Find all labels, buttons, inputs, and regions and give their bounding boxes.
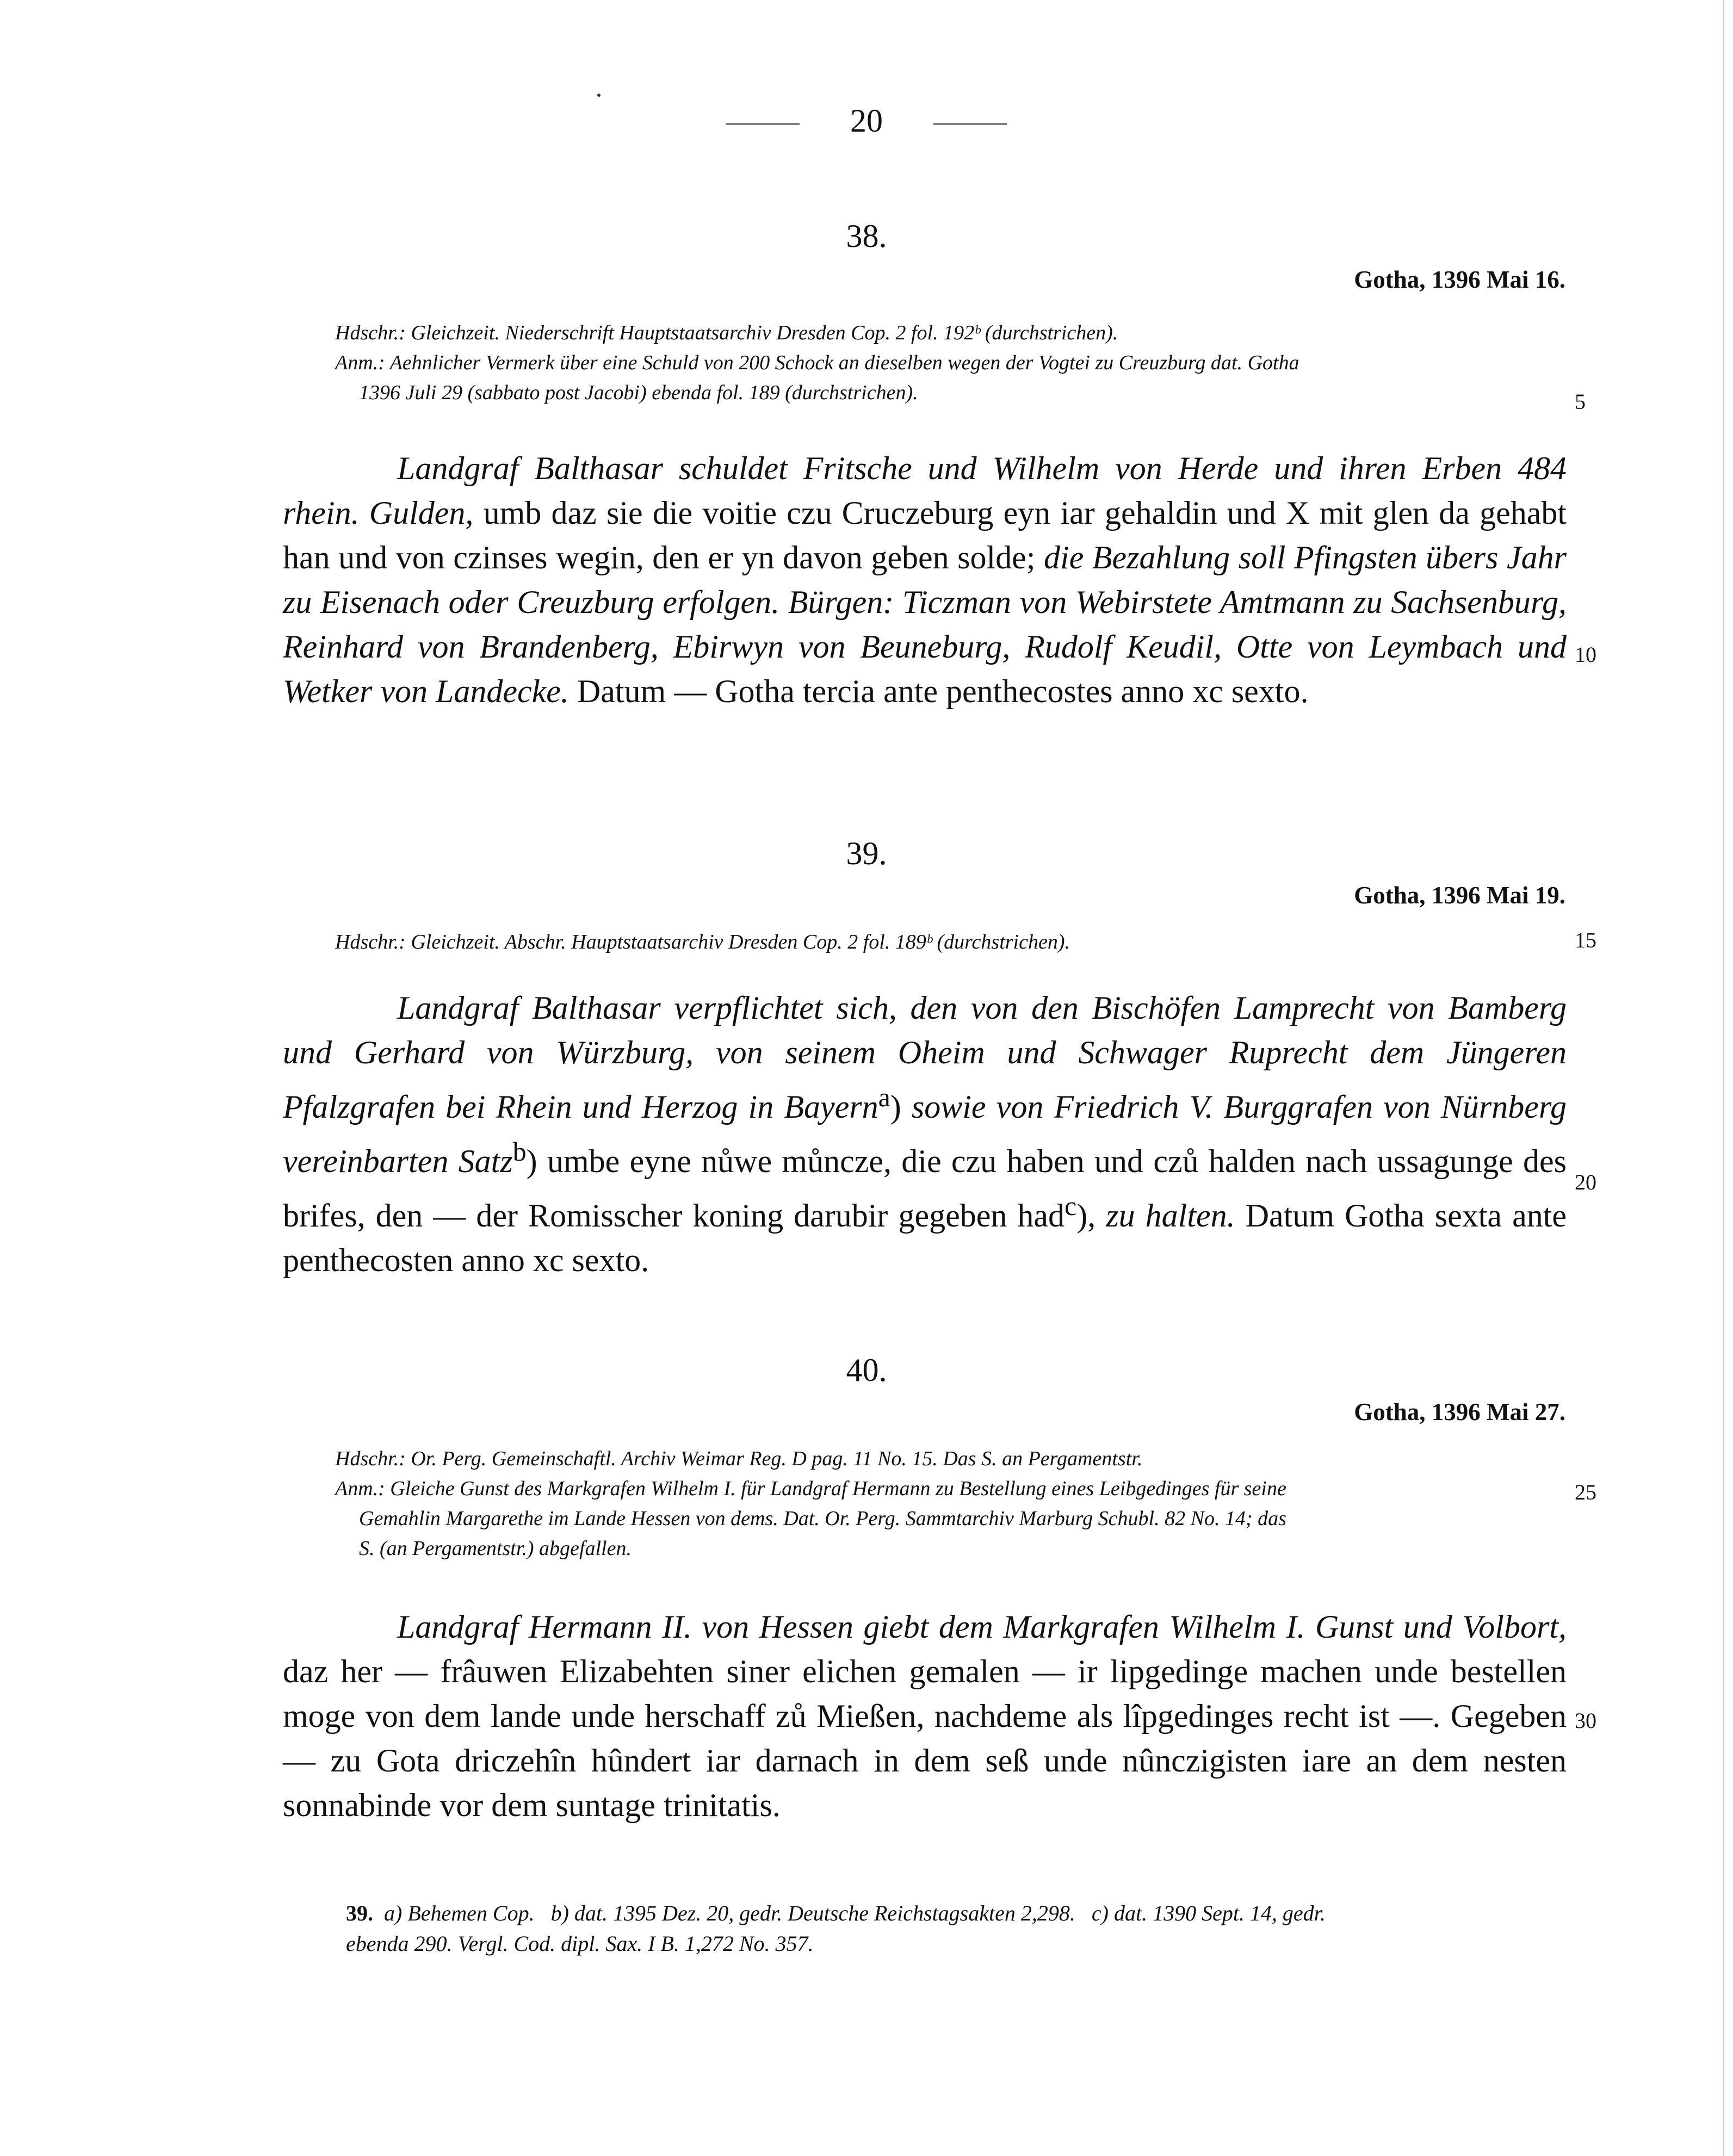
charter-39-paragraph: Landgraf Balthasar verpflichtet sich, den von den Bischöfen Lamprecht von Bamberg und Gerhard von Würzburg, von seinem Oheim und Schwager Ruprecht dem Jüngeren Pfalzgrafen bei Rhein und Herzog in Bayern$^a$) sowie von Friedrich V. Burggrafen von Nürnberg vereinbarten Satz$^b$) umbe eyne nůwe můncze, die czu haben und czů halden nach ussagunge des brifes, den — der Romisscher koning darubir gegeben had$^c$), zu halten. Datum Gotha sexta ante penthecosten anno xc sexto. (283, 990, 1567, 1278)
charter-number: 39. (846, 835, 887, 871)
annotation-note-cont: Gemahlin Margarethe im Lande Hessen von dems. Dat. Or. Perg. Sammtarchiv Marburg Schubl. 82 No. 14; das (359, 1507, 1286, 1530)
footnote (346, 1898, 1570, 1959)
footnote-c: c) dat. 1390 Sept. 14, gedr. (1091, 1901, 1326, 1925)
manuscript-note: Hdschr.: Gleichzeit. Niederschrift Hauptstaatsarchiv Dresden Cop. 2 fol. 192ᵇ (durchstrichen). (335, 321, 1118, 344)
footnote-b: b) dat. 1395 Dez. 20, gedr. Deutsche Reichstagsakten 2,298. (550, 1901, 1075, 1925)
quotation-text: umb daz sie die voitie czu Cruczeburg eyn iar gehaldin und X mit glen da gehabt han und von czinses wegin, den er yn davon geben solde; (283, 495, 1567, 575)
regest-text: Landgraf Hermann II. von Hessen giebt dem Markgrafen Wilhelm I. Gunst und Volbort, (397, 1609, 1567, 1645)
footnote-marker-b: b (512, 1136, 527, 1167)
annotation-note-cont-2: S. (an Pergamentstr.) abgefallen. (359, 1537, 632, 1560)
annotation-note: Anm.: Aehnlicher Vermerk über eine Schuld von 200 Schock an dieselben wegen der Vogtei zu Creuzburg dat. Gotha (335, 351, 1299, 374)
speck (597, 94, 601, 97)
charter-38-notes (335, 318, 1570, 408)
charter-38-place-date: Gotha, 1396 Mai 16. (1354, 266, 1565, 293)
line-number: 5 (1575, 389, 1586, 414)
datum-text: Datum — Gotha tercia ante penthecostes anno xc sexto. (577, 673, 1309, 709)
manuscript-note: Hdschr.: Or. Perg. Gemeinschaftl. Archiv Weimar Reg. D pag. 11 No. 15. Das S. an Pergamentstr. (335, 1447, 1143, 1470)
line-number: 20 (1575, 1170, 1596, 1194)
footnote-a: a) Behemen Cop. (384, 1901, 535, 1925)
annotation-note: Anm.: Gleiche Gunst des Markgrafen Wilhelm I. für Landgraf Hermann zu Bestellung eines Leibgedinges für seine (335, 1477, 1286, 1500)
regest-text: Landgraf Balthasar verpflichtet sich, den von den Bischöfen Lamprecht von Bamberg und Gerhard von Würzburg, von seinem Oheim und Schwager Ruprecht dem Jüngeren Pfalzgrafen bei Rhein und Herzog in Bayern (283, 990, 1567, 1125)
charter-number: 40. (846, 1352, 887, 1388)
charter-39-notes (335, 927, 1570, 957)
charter-38-paragraph (283, 446, 1567, 714)
line-number: 10 (1575, 642, 1596, 667)
page-edge (1723, 0, 1733, 2156)
charter-number: 38. (846, 218, 887, 254)
line-number: 30 (1575, 1708, 1596, 1733)
charter-39 (0, 835, 1733, 872)
charter-40-paragraph (283, 1604, 1567, 1827)
charter-38 (0, 218, 1733, 255)
footnote-marker-a: a (878, 1082, 890, 1112)
footnote-marker-c: c (1064, 1191, 1077, 1221)
footnote-ref: 39. (346, 1901, 373, 1925)
line-number: 15 (1575, 928, 1596, 952)
footnote-d: ebenda 290. Vergl. Cod. dipl. Sax. I B. 1,272 No. 357. (346, 1931, 814, 1956)
charter-39-text (283, 986, 1567, 1283)
charter-39-place-date: Gotha, 1396 Mai 19. (1354, 882, 1565, 909)
regest-text-2: sowie von Friedrich V. Burggrafen von Nürnberg vereinbarten Satz (283, 1089, 1567, 1179)
charter-40-place-date: Gotha, 1396 Mai 27. (1354, 1398, 1565, 1426)
quotation-text: umbe eyne nůwe můncze, die czu haben und czů halden nach ussagunge des brifes, den — der Romisscher koning darubir gegeben had (283, 1143, 1567, 1234)
regest-text-3: zu halten. (1106, 1198, 1235, 1234)
page-header (0, 102, 1733, 140)
charter-38-text (283, 446, 1567, 714)
page-number: 20 (850, 103, 883, 139)
header-rule-left (726, 123, 800, 125)
regest-text-2: die Bezahlung soll Pfingsten übers Jahr zu Eisenach oder Creuzburg erfolgen. Bürgen: Ticzman von Webirstete Amtmann zu Sachsenburg, Reinhard von Brandenberg, Ebirwyn von Beuneburg, Rudolf Keudil, Otte von Leymbach und Wetker von Landecke. (283, 540, 1567, 709)
header-rule-right (933, 123, 1007, 125)
line-number: 25 (1575, 1480, 1596, 1504)
charter-40-notes (335, 1444, 1570, 1564)
regest-text: Landgraf Balthasar schuldet Fritsche und Wilhelm von Herde und ihren Erben 484 rhein. Gulden, (283, 450, 1567, 531)
datum-text: Datum Gotha sexta ante penthecosten anno xc sexto. (283, 1198, 1567, 1278)
quotation-text: daz her — frâuwen Elizabehten siner elichen gemalen — ir lipgedinge machen unde bestellen moge von dem lande unde herschaff zů Mießen, nachdeme als lîpgedinges recht ist —. Gegeben — zu Gota driczehîn hûndert iar darnach in dem seß unde nûnczigisten iare an dem nesten sonnabinde vor dem suntage trinitatis. (283, 1653, 1567, 1823)
charter-40 (0, 1352, 1733, 1389)
manuscript-note: Hdschr.: Gleichzeit. Abschr. Hauptstaatsarchiv Dresden Cop. 2 fol. 189ᵇ (durchstrichen). (335, 931, 1070, 953)
annotation-note-cont: 1396 Juli 29 (sabbato post Jacobi) ebenda fol. 189 (durchstrichen). (359, 381, 918, 404)
charter-40-text (283, 1604, 1567, 1827)
